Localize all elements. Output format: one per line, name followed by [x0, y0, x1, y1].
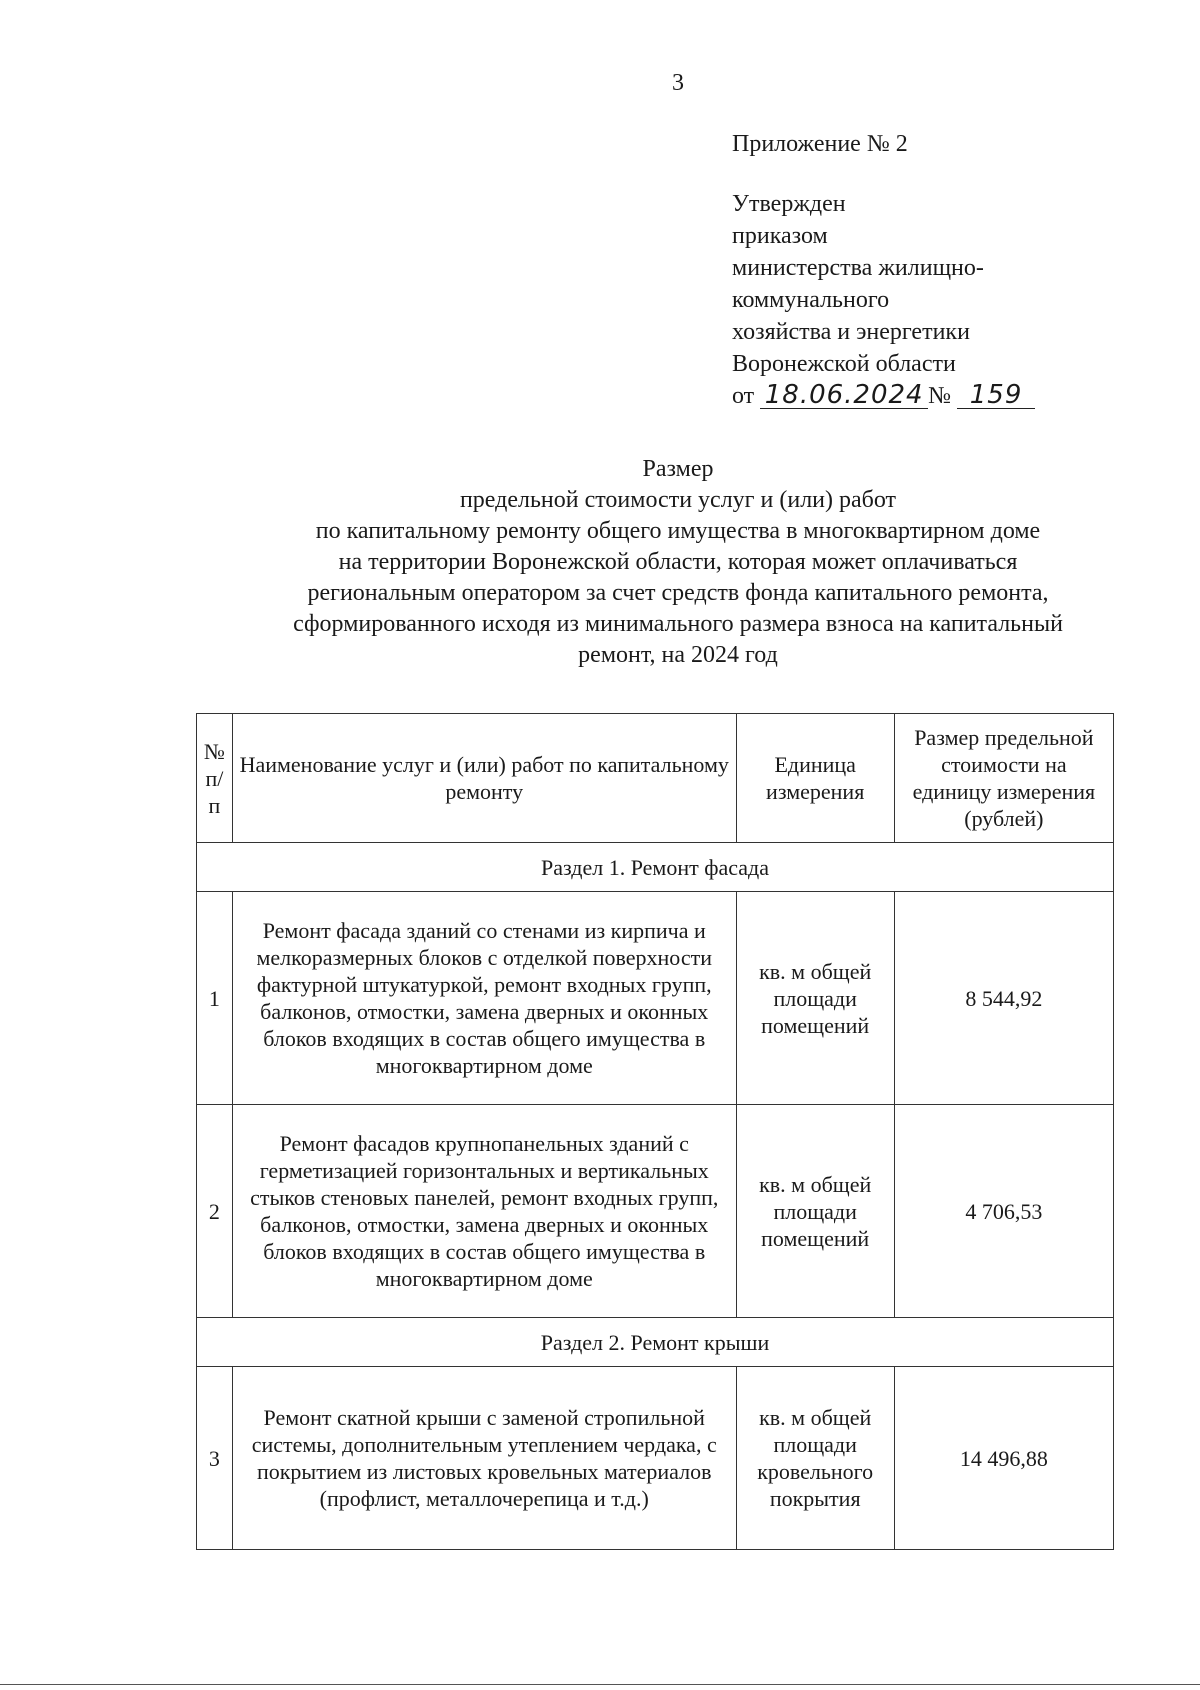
title-line: по капитальному ремонту общего имущества в многоквартирном доме: [315, 518, 1041, 544]
approval-line: Утвержден: [732, 191, 846, 217]
row-unit: кв. м общей площади помещений: [736, 892, 894, 1105]
appendix-label: Приложение № 2: [732, 131, 908, 157]
approval-line: хозяйства и энергетики: [732, 319, 970, 345]
section-row: [197, 843, 1114, 892]
row-cost: 4 706,53: [894, 1105, 1113, 1318]
handwritten-number: 159: [957, 382, 1035, 409]
row-cost: 14 496,88: [894, 1367, 1113, 1550]
title-line: региональным оператором за счет средств фонда капитального ремонта,: [307, 580, 1049, 606]
section-row: [197, 1318, 1114, 1367]
approval-line: приказом: [732, 223, 828, 249]
header-name: Наименование услуг и (или) работ по капитальному ремонту: [232, 714, 736, 843]
header-cost: Размер предельной стоимости на единицу измерения (рублей): [894, 714, 1113, 843]
row-unit: кв. м общей площади помещений: [736, 1105, 894, 1318]
footer-divider: [0, 1684, 1200, 1685]
approval-line: коммунального: [732, 287, 890, 313]
table-row: [197, 892, 1114, 1105]
approval-date-line: [732, 380, 1035, 412]
title-line: сформированного исходя из минимального размера взноса на капитальный: [293, 611, 1063, 637]
title-line: ремонт, на 2024 год: [578, 642, 778, 668]
approval-block: [732, 128, 1035, 412]
approval-line: Воронежской области: [732, 351, 956, 377]
page-number: 3: [672, 70, 684, 96]
title-line: на территории Воронежской области, которая может оплачиваться: [338, 549, 1018, 575]
table-header-row: [197, 714, 1114, 843]
header-num: № п/п: [197, 714, 233, 843]
header-unit: Единица измерения: [736, 714, 894, 843]
document-title: [200, 454, 1156, 671]
date-prefix: от: [732, 383, 755, 409]
section-2-title: Раздел 2. Ремонт крыши: [197, 1318, 1114, 1367]
table-row: [197, 1367, 1114, 1550]
section-1-title: Раздел 1. Ремонт фасада: [197, 843, 1114, 892]
approval-line: министерства жилищно-: [732, 255, 984, 281]
row-num: 3: [197, 1367, 233, 1550]
title-line: предельной стоимости услуг и (или) работ: [459, 487, 897, 513]
row-cost: 8 544,92: [894, 892, 1113, 1105]
row-unit: кв. м общей площади кровельного покрытия: [736, 1367, 894, 1550]
title-line: Размер: [642, 456, 714, 482]
number-prefix: №: [928, 383, 952, 409]
row-name: Ремонт фасада зданий со стенами из кирпича и мелкоразмерных блоков с отделкой поверхности фактурной штукатуркой, ремонт входных групп, балконов, отмостки, замена дверных и оконных блоков входящих в состав общего имущества в многоквартирном доме: [232, 892, 736, 1105]
row-name: Ремонт скатной крыши с заменой стропильной системы, дополнительным утеплением чердака, с покрытием из листовых кровельных материалов (профлист, металлочерепица и т.д.): [232, 1367, 736, 1550]
handwritten-date: 18.06.2024: [760, 382, 928, 409]
cost-table: [196, 713, 1114, 1550]
row-num: 1: [197, 892, 233, 1105]
row-num: 2: [197, 1105, 233, 1318]
table-row: [197, 1105, 1114, 1318]
row-name: Ремонт фасадов крупнопанельных зданий с герметизацией горизонтальных и вертикальных стыков стеновых панелей, ремонт входных групп, балконов, отмостки, замена дверных и оконных блоков входящих в состав общего имущества в многоквартирном доме: [232, 1105, 736, 1318]
